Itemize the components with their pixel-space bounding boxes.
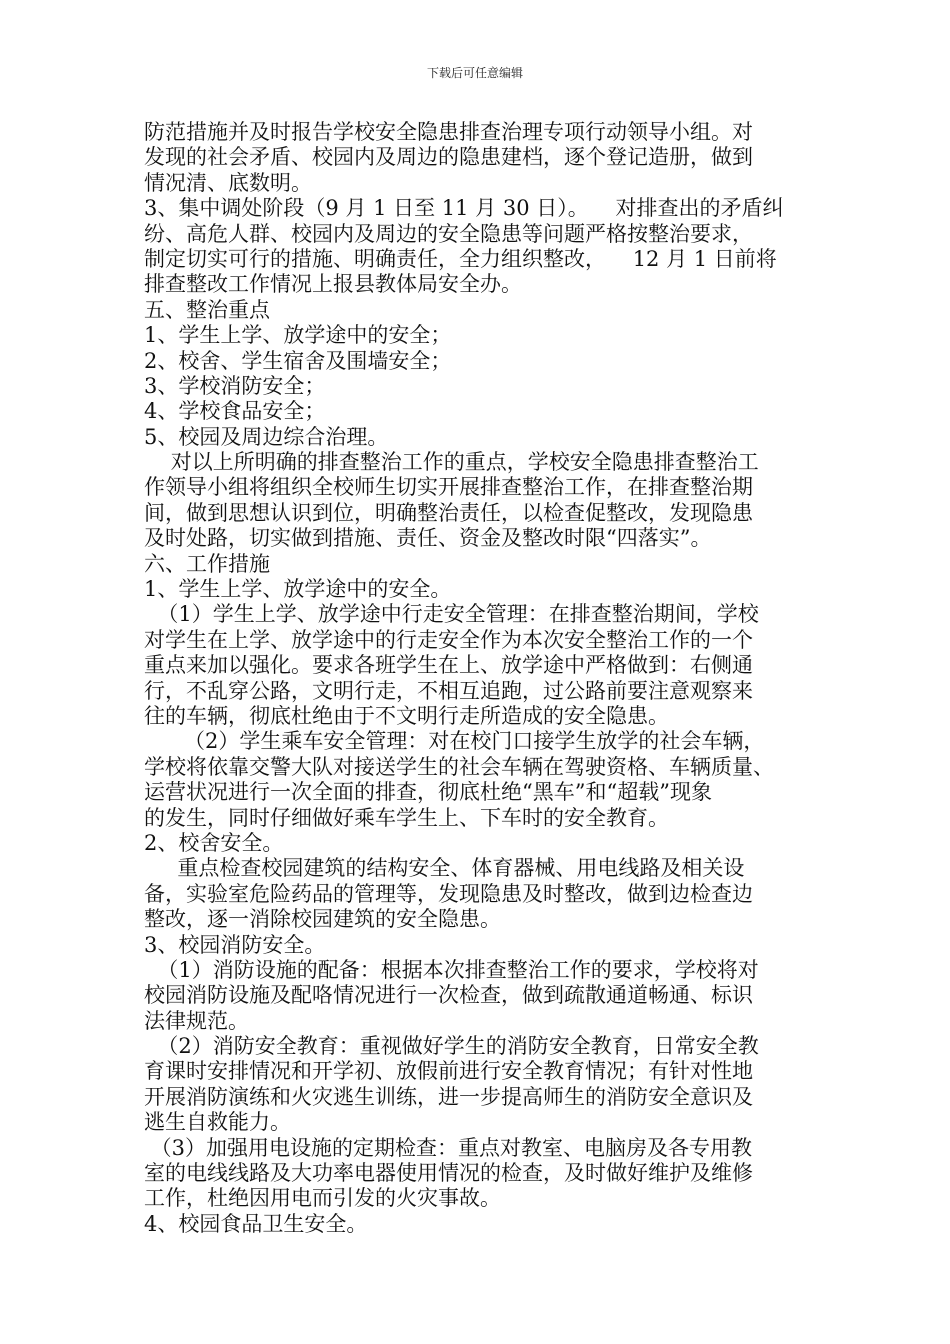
text-line: 防范措施并及时报告学校安全隐患排查治理专项行动领导小组。对	[144, 120, 753, 144]
text-line: （2）学生乘车安全管理：对在校门口接学生放学的社会车辆，	[144, 729, 765, 754]
text-line: 工作，杜绝因用电而引发的火灾事故。	[144, 1186, 501, 1211]
text-line: 法律规范。	[144, 1008, 249, 1033]
text-line: 的发生，同时仔细做好乘车学生上、下车时的安全教育。	[144, 805, 669, 830]
text-line: 排查整改工作情况上报县教体局安全办。	[144, 272, 522, 297]
text-line: 六、工作措施	[144, 551, 270, 576]
text-line: 校园消防设施及配咯情况进行一次检查，做到疏散通道畅通、标识	[144, 983, 753, 1008]
text-line: 运营状况进行一次全面的排查，彻底杜绝“黑车”和“超载”现象	[144, 780, 712, 805]
text-line: 发现的社会矛盾、校园内及周边的隐患建档，逐个登记造册，做到	[144, 145, 753, 170]
text-line: 2、校舍、学生宿舍及围墙安全；	[144, 348, 452, 373]
text-line: 3、学校消防安全；	[144, 373, 326, 398]
text-line: （1）学生上学、放学途中行走安全管理：在排查整治期间，学校	[144, 602, 759, 627]
text-line: 五、整治重点	[144, 297, 270, 322]
text-line: 重点检查校园建筑的结构安全、体育器械、用电线路及相关设	[144, 856, 745, 881]
text-line: 育课时安排情况和开学初、放假前进行安全教育情况；有针对性地	[144, 1059, 753, 1084]
text-line: 纷、高危人群、校园内及周边的安全隐患等问题严格按整治要求，	[144, 221, 753, 246]
text-line: 备，实验室危险药品的管理等，发现隐患及时整改，做到边检查边	[144, 881, 753, 906]
text-line: 4、校园食品卫生安全。	[144, 1211, 368, 1236]
document-body	[144, 120, 824, 1237]
text-line: 开展消防演练和火灾逃生训练，进一步提高师生的消防安全意识及	[144, 1084, 753, 1109]
text-line: 3、集中调处阶段（9 月 1 日至 11 月 30 日）。 对排查出的矛盾纠	[144, 196, 784, 221]
text-line: （3）加强用电设施的定期检查：重点对教室、电脑房及各专用教	[144, 1135, 753, 1160]
text-line: 间，做到思想认识到位，明确整治责任，以检查促整改，发现隐患	[144, 500, 753, 525]
text-line: 对学生在上学、放学途中的行走安全作为本次安全整治工作的一个	[144, 627, 753, 652]
text-line: 逃生自救能力。	[144, 1110, 291, 1135]
text-line: 行，不乱穿公路，文明行走，不相互追跑，过公路前要注意观察来	[144, 678, 753, 703]
text-line: 室的电线线路及大功率电器使用情况的检查，及时做好维护及维修	[144, 1161, 753, 1186]
text-line: 5、校园及周边综合治理。	[144, 424, 389, 449]
page-header: 下载后可任意编辑	[426, 66, 523, 80]
text-line: 学校将依靠交警大队对接送学生的社会车辆在驾驶资格、车辆质量、	[144, 754, 774, 779]
text-line: 情况清、底数明。	[144, 170, 312, 195]
text-line: （1）消防设施的配备：根据本次排查整治工作的要求，学校将对	[144, 957, 759, 982]
text-line: （2）消防安全教育：重视做好学生的消防安全教育，日常安全教	[144, 1034, 759, 1059]
text-line: 整改，逐一消除校园建筑的安全隐患。	[144, 907, 501, 932]
text-line: 4、学校食品安全；	[144, 399, 326, 424]
text-line: 重点来加以强化。要求各班学生在上、放学途中严格做到：右侧通	[144, 653, 753, 678]
text-line: 1、学生上学、放学途中的安全。	[144, 577, 452, 602]
text-line: 3、校园消防安全。	[144, 932, 326, 957]
text-line: 1、学生上学、放学途中的安全；	[144, 323, 452, 348]
text-line: 对以上所明确的排查整治工作的重点，学校安全隐患排查整治工	[144, 450, 759, 475]
text-line: 作领导小组将组织全校师生切实开展排查整治工作，在排查整治期	[144, 475, 753, 500]
text-line: 及时处路，切实做到措施、责任、资金及整改时限“四落实”。	[144, 526, 712, 551]
text-line: 往的车辆，彻底杜绝由于不文明行走所造成的安全隐患。	[144, 703, 669, 728]
text-line: 制定切实可行的措施、明确责任，全力组织整改， 12 月 1 日前将	[144, 246, 777, 271]
text-line: 2、校舍安全。	[144, 830, 284, 855]
